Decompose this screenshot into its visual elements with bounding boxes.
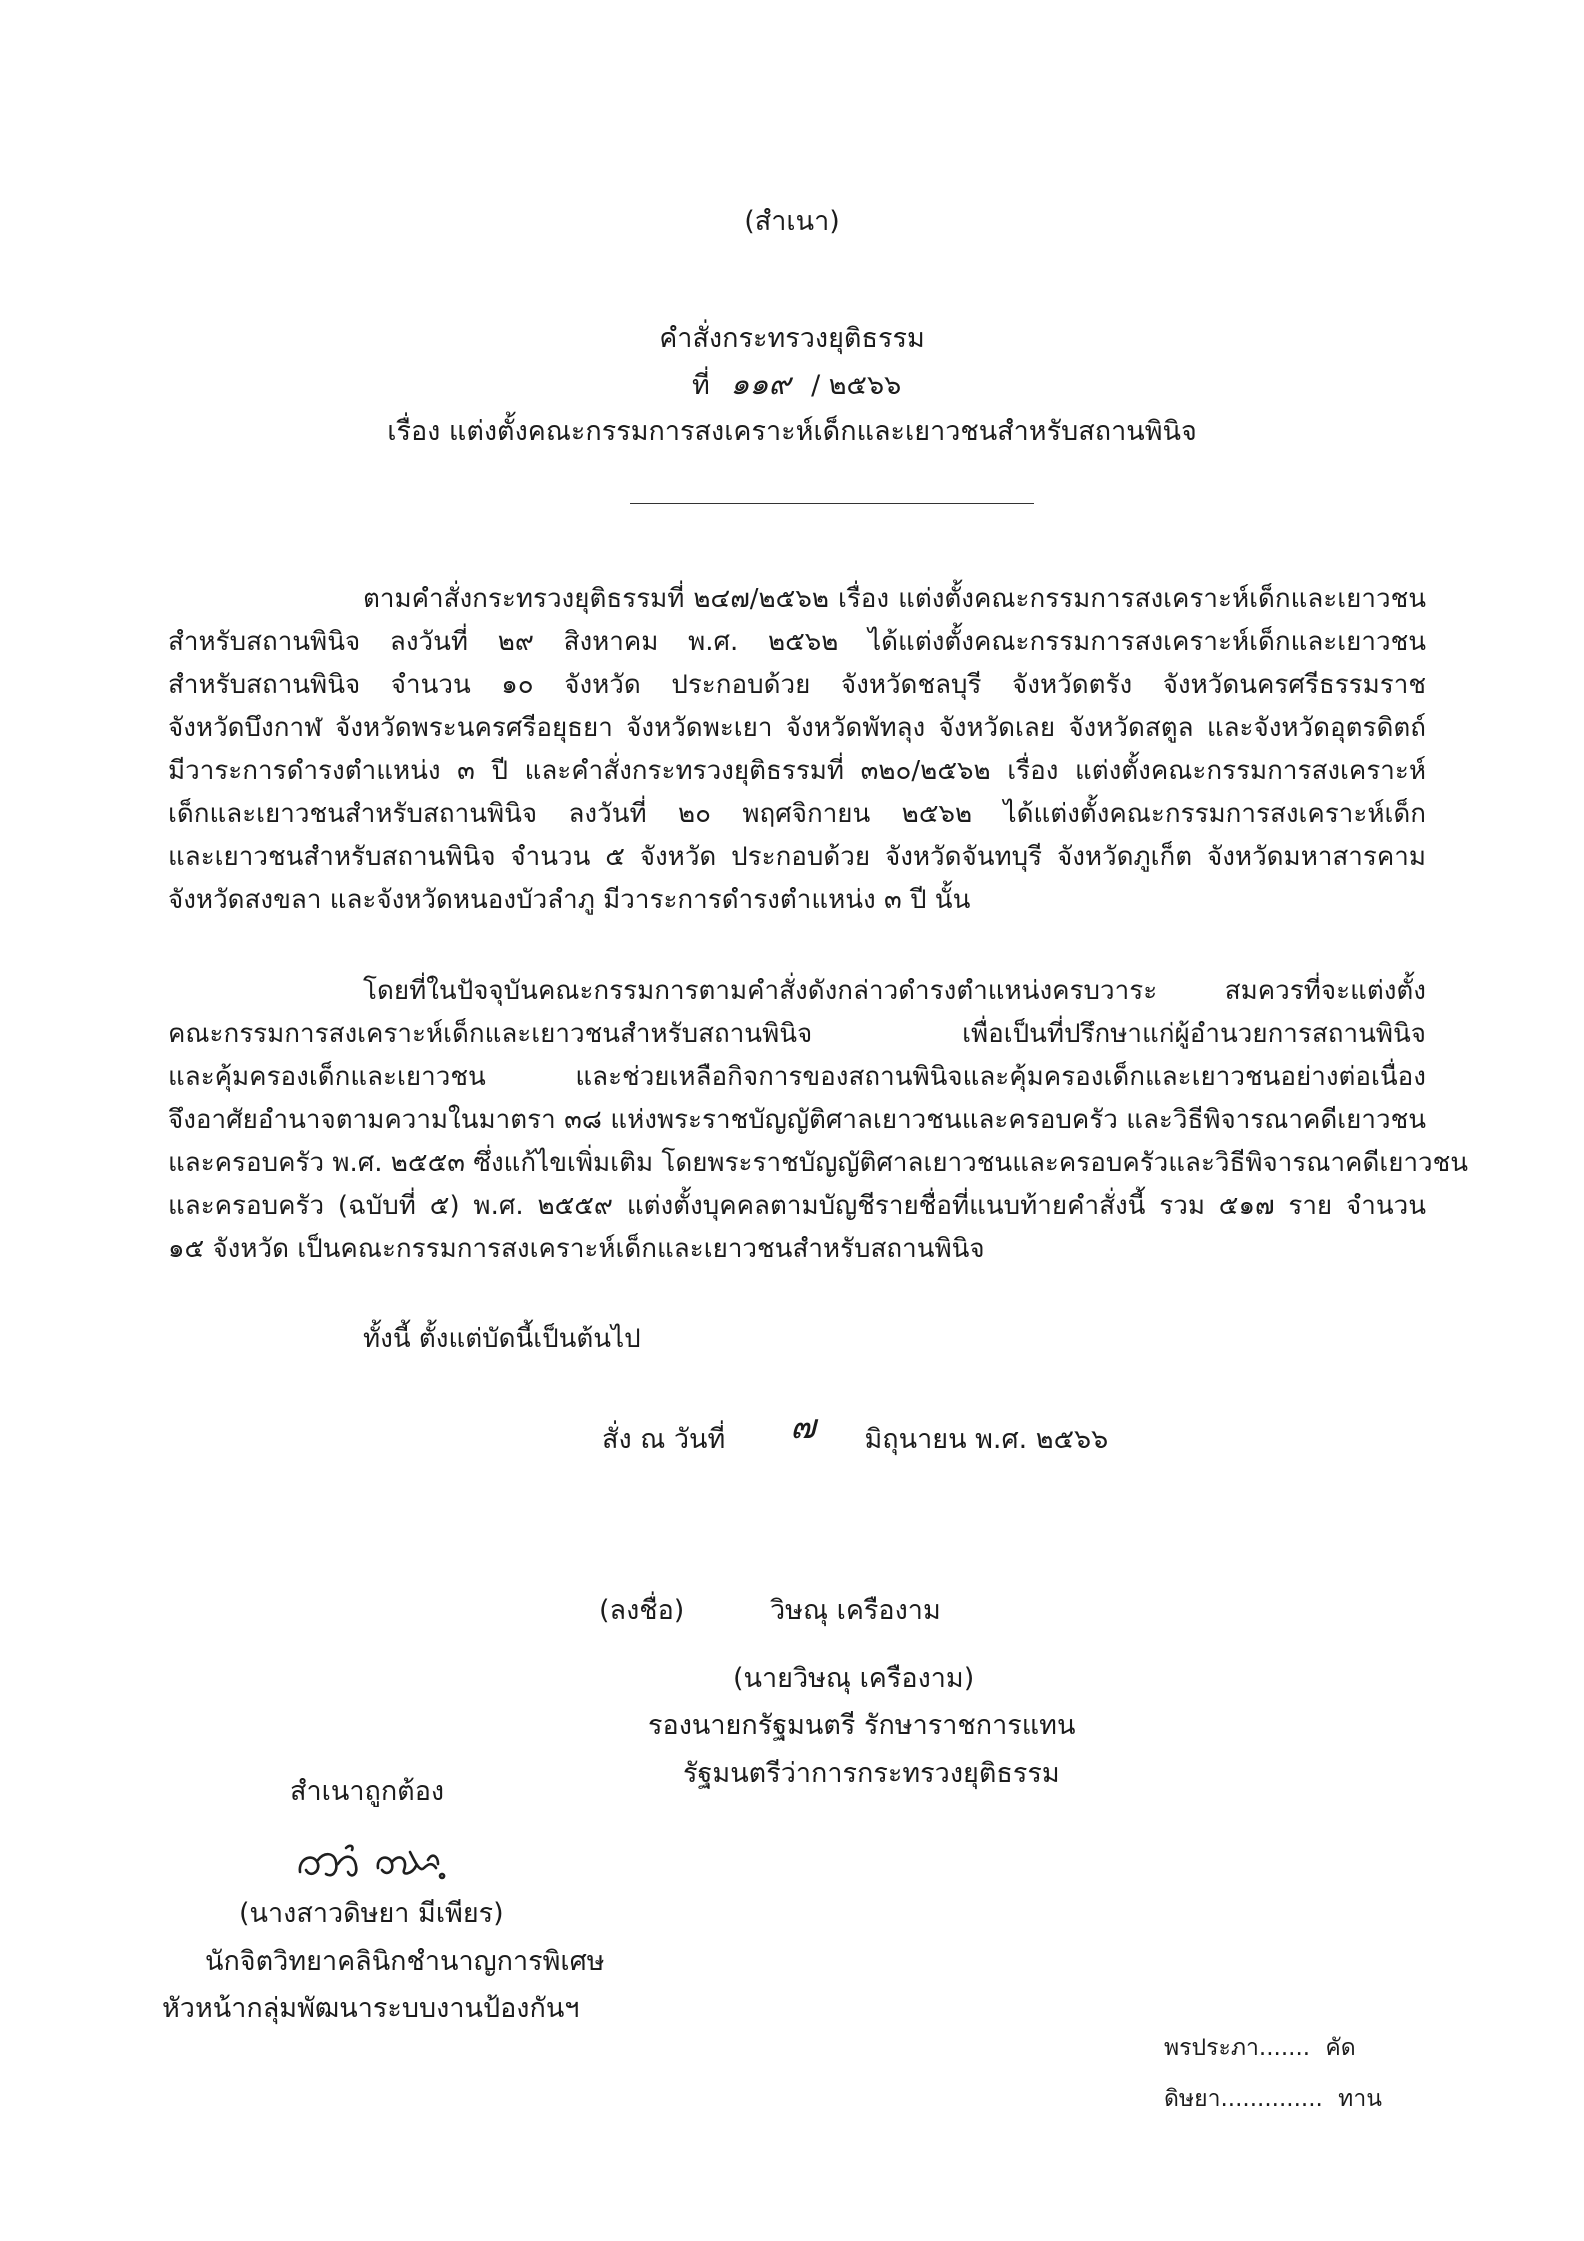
paragraph-line: สำหรับสถานพินิจ ลงวันที่ ๒๙ สิงหาคม พ.ศ. ๒๕๖๒ ได้แต่งตั้งคณะกรรมการสงเคราะห์เด็กและเยาวชน [168, 627, 1426, 657]
signatory-position-1: รองนายกรัฐมนตรี รักษาราชการแทน [648, 1710, 1076, 1741]
paragraph-line: มีวาระการดำรงตำแหน่ง ๓ ปี และคำสั่งกระทรวงยุติธรรมที่ ๓๒๐/๒๕๖๒ เรื่อง แต่งตั้งคณะกรรมการสงเคราะห์ [168, 756, 1426, 786]
checked-by-note [1164, 2081, 1382, 2117]
paragraph-line: ๑๕ จังหวัด เป็นคณะกรรมการสงเคราะห์เด็กและเยาวชนสำหรับสถานพินิจ [168, 1234, 985, 1264]
certified-copy-label: สำเนาถูกต้อง [290, 1776, 445, 1807]
certifier-position-1: นักจิตวิทยาคลินิกชำนาญการพิเศษ [205, 1946, 605, 1977]
handwritten-signature-icon [292, 1838, 482, 1888]
order-number-year: / ๒๕๖๖ [811, 370, 902, 401]
typed-by-dots: ....... [1258, 2035, 1311, 2061]
dated-line [602, 1407, 1109, 1455]
dated-month-year: มิถุนายน พ.ศ. ๒๕๖๖ [864, 1424, 1109, 1455]
checked-by-role: ทาน [1338, 2086, 1382, 2112]
paragraph-line: เด็กและเยาวชนสำหรับสถานพินิจ ลงวันที่ ๒๐ พฤศจิกายน ๒๕๖๒ ได้แต่งตั้งคณะกรรมการสงเคราะห์เด็ก [168, 799, 1426, 829]
order-subject: เรื่อง แต่งตั้งคณะกรรมการสงเคราะห์เด็กและเยาวชนสำหรับสถานพินิจ [387, 416, 1197, 447]
effective-clause: ทั้งนี้ ตั้งแต่บัดนี้เป็นต้นไป [363, 1324, 641, 1354]
checked-by-name: ดิษยา [1164, 2086, 1221, 2112]
signed-label: (ลงชื่อ) [599, 1595, 685, 1626]
paragraph-line: สำหรับสถานพินิจ จำนวน ๑๐ จังหวัด ประกอบด้วย จังหวัดชลบุรี จังหวัดตรัง จังหวัดนครศรีธรรมราช [168, 670, 1426, 700]
certifier-position-2: หัวหน้ากลุ่มพัฒนาระบบงานป้องกันฯ [162, 1993, 580, 2024]
order-number [692, 367, 902, 402]
certifier-signature [292, 1838, 482, 1888]
paragraph-line: และครอบครัว พ.ศ. ๒๕๕๓ ซึ่งแก้ไขเพิ่มเติม โดยพระราชบัญญัติศาลเยาวชนและครอบครัวและวิธีพิจารณาคดีเยาวชน [168, 1148, 1469, 1178]
typed-by-role: คัด [1325, 2035, 1356, 2061]
header-divider [630, 503, 1034, 504]
dated-day-handwritten: ๗ [790, 1407, 816, 1447]
signed-name: วิษณุ เครืองาม [770, 1595, 941, 1626]
signatory-full-name: (นายวิษณุ เครืองาม) [733, 1663, 975, 1694]
order-number-prefix: ที่ [692, 370, 710, 401]
typed-by-note [1164, 2030, 1356, 2066]
typed-by-name: พรประภา [1164, 2035, 1259, 2061]
paragraph-line: จังหวัดบึงกาฬ จังหวัดพระนครศรีอยุธยา จังหวัดพะเยา จังหวัดพัทลุง จังหวัดเลย จังหวัดสตูล และจังหวัดอุตรดิตถ์ [168, 713, 1426, 743]
dated-prefix: สั่ง ณ วันที่ [602, 1424, 726, 1455]
certifier-name: (นางสาวดิษยา มีเพียร) [239, 1898, 504, 1929]
signatory-position-2: รัฐมนตรีว่าการกระทรวงยุติธรรม [683, 1758, 1060, 1789]
paragraph-line: และครอบครัว (ฉบับที่ ๕) พ.ศ. ๒๕๕๙ แต่งตั้งบุคคลตามบัญชีรายชื่อที่แนบท้ายคำสั่งนี้ รวม ๕๑๗ ราย จำนวน [168, 1191, 1426, 1221]
copy-mark: (สำเนา) [744, 206, 840, 237]
paragraph-line: ตามคำสั่งกระทรวงยุติธรรมที่ ๒๔๗/๒๕๖๒ เรื่อง แต่งตั้งคณะกรรมการสงเคราะห์เด็กและเยาวชน [363, 584, 1426, 614]
checked-by-dots: .............. [1220, 2086, 1323, 2112]
paragraph-line: โดยที่ในปัจจุบันคณะกรรมการตามคำสั่งดังกล่าวดำรงตำแหน่งครบวาระ สมควรที่จะแต่งตั้ง [363, 976, 1426, 1006]
paragraph-line: คณะกรรมการสงเคราะห์เด็กและเยาวชนสำหรับสถานพินิจ เพื่อเป็นที่ปรึกษาแก่ผู้อำนวยการสถานพินิจ [168, 1019, 1426, 1049]
paragraph-line: จังหวัดสงขลา และจังหวัดหนองบัวลำภู มีวาระการดำรงตำแหน่ง ๓ ปี นั้น [168, 885, 971, 915]
paragraph-line: และเยาวชนสำหรับสถานพินิจ จำนวน ๕ จังหวัด ประกอบด้วย จังหวัดจันทบุรี จังหวัดภูเก็ต จังหวัดมหาสารคาม [168, 842, 1426, 872]
paragraph-line: จึงอาศัยอำนาจตามความในมาตรา ๓๘ แห่งพระราชบัญญัติศาลเยาวชนและครอบครัว และวิธีพิจารณาคดีเยาวชน [168, 1105, 1426, 1135]
paragraph-line: และคุ้มครองเด็กและเยาวชน และช่วยเหลือกิจการของสถานพินิจและคุ้มครองเด็กและเยาวชนอย่างต่อเนื่อง [168, 1062, 1426, 1092]
order-number-handwritten: ๑๑๙ [730, 367, 791, 402]
order-title: คำสั่งกระทรวงยุติธรรม [659, 323, 925, 354]
